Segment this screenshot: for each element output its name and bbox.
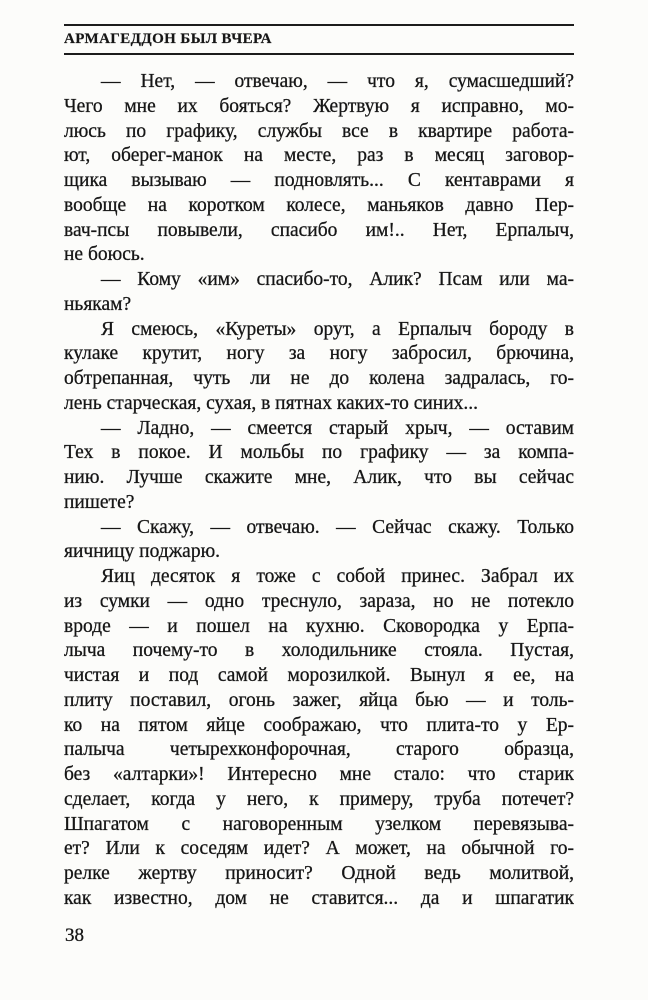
text-line: — Нет, — отвечаю, — что я, сумасшедший? <box>101 71 574 92</box>
text-line: Яиц десяток я тоже с собой принес. Забрал их <box>101 566 574 587</box>
text-line: яичницу поджарю. <box>64 541 221 563</box>
text-line: ньякам? <box>64 293 132 315</box>
text-line: щика вызываю — подновлять... С кентаврами я <box>64 170 574 191</box>
text-line: — Скажу, — отвечаю. — Сейчас скажу. Только <box>101 516 574 538</box>
text-line: без «алтарки»! Интересно мне стало: что старик <box>64 764 574 785</box>
text-line: ет? Или к соседям идет? А может, на обычной го- <box>64 838 574 860</box>
text-line: люсь по графику, службы все в квартире работа- <box>64 120 574 142</box>
paragraph <box>64 268 574 318</box>
text-line: Шпагатом с наговоренным узелком перевязыва- <box>64 813 574 835</box>
paragraph <box>64 565 574 912</box>
running-header <box>64 24 574 55</box>
text-line: ют, оберег-манок на месте, раз в месяц заговор- <box>64 145 574 167</box>
text-line: — Кому «им» спасибо-то, Алик? Псам или ма- <box>101 269 574 290</box>
paragraph <box>64 318 574 417</box>
text-line: Чего мне их бояться? Жертвую я исправно, мо- <box>64 95 574 117</box>
text-line: обтрепанная, чуть ли не до колена задралась, го- <box>64 368 574 389</box>
text-line: из сумки — одно треснуло, зараза, но не потекло <box>64 590 574 612</box>
text-line: палыча четырехконфорочная, старого образца, <box>64 739 574 761</box>
text-block <box>64 70 574 912</box>
text-line: лыча почему-то в холодильнике стояла. Пустая, <box>64 640 574 662</box>
text-line: кулаке крутит, ногу за ногу забросил, брючина, <box>64 343 574 365</box>
page-number: 38 <box>65 925 84 946</box>
text-line: — Ладно, — смеется старый хрыч, — оставим <box>101 417 574 439</box>
text-line: не боюсь. <box>64 244 145 266</box>
paragraph <box>64 516 574 566</box>
text-line: Я смеюсь, «Куреты» орут, а Ерпалыч бороду в <box>101 318 574 340</box>
text-line: вач-псы повывели, спасибо им!.. Нет, Ерпалыч, <box>64 219 574 241</box>
text-line: нию. Лучше скажите мне, Алик, что вы сейчас <box>64 467 574 488</box>
paragraph <box>64 417 574 516</box>
text-line: ко на пятом яйце соображаю, что плита-то у Ер- <box>64 714 574 736</box>
text-line: Тех в покое. И мольбы по графику — за компа- <box>64 442 574 464</box>
text-line: релке жертву приносит? Одной ведь молитвой, <box>64 863 574 884</box>
text-line: как известно, дом не ставится... да и шпагатик <box>64 887 574 909</box>
running-title: АРМАГЕДДОН БЫЛ ВЧЕРА <box>64 31 272 47</box>
text-line: сделает, когда у него, к примеру, труба потечет? <box>64 788 574 810</box>
text-line: вообще на коротком колесе, маньяков давно Пер- <box>64 194 574 216</box>
text-line: плиту поставил, огонь зажег, яйца бью — и толь- <box>64 689 574 711</box>
text-line: вроде — и пошел на кухню. Сковородка у Ерпа- <box>64 615 574 637</box>
paragraph <box>64 70 574 268</box>
text-line: пишете? <box>64 491 135 513</box>
text-line: чистая и под самой морозилкой. Вынул я ее, на <box>64 665 574 686</box>
text-line: лень старческая, сухая, в пятнах каких-то синих... <box>64 392 479 414</box>
